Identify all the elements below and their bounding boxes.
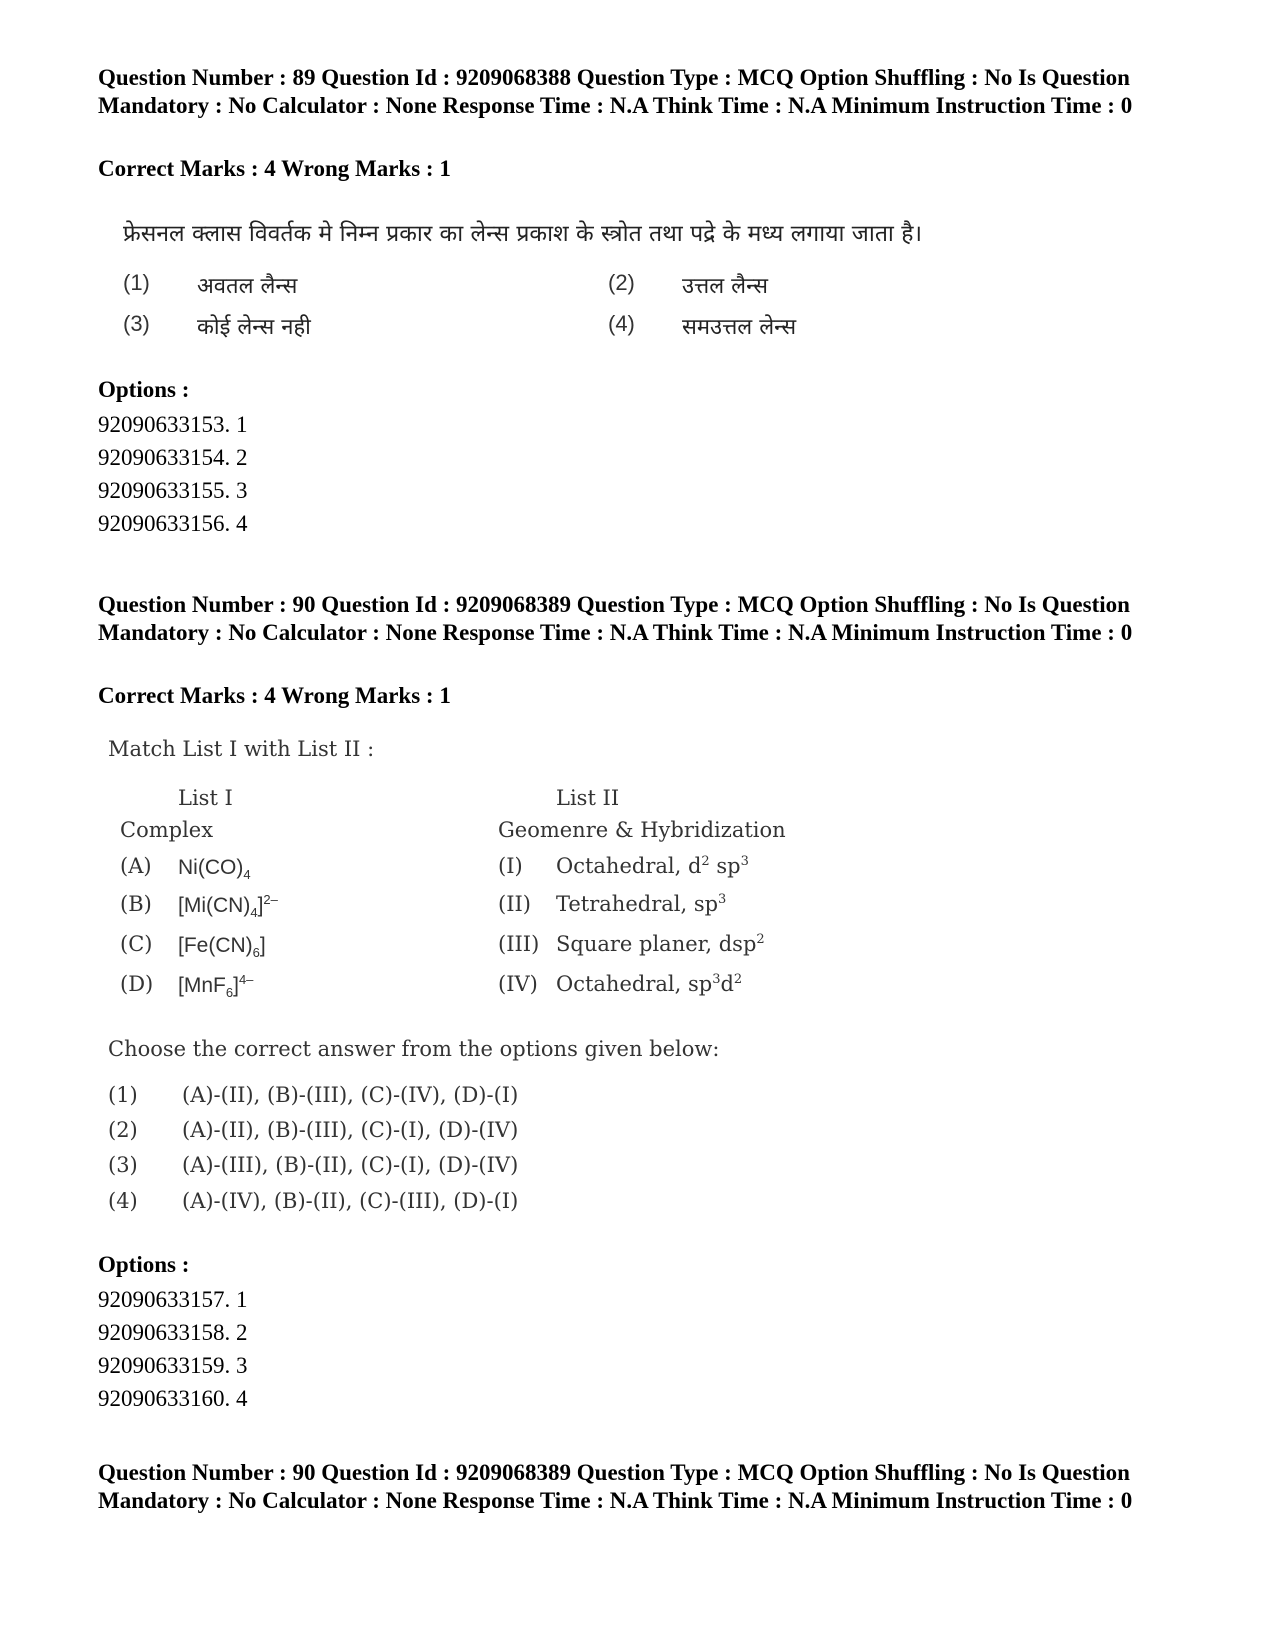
match-row — [120, 892, 820, 926]
choice-text: (A)-(II), (B)-(III), (C)-(I), (D)-(IV) — [182, 1118, 519, 1142]
choice-number: (2) — [108, 1118, 138, 1142]
option-item: 92090633156. 4 — [98, 511, 248, 536]
option-item: 92090633157. 1 — [98, 1287, 248, 1312]
choice-number: (1) — [123, 270, 150, 295]
row-roman: (II) — [498, 892, 531, 916]
options-heading: Options : — [98, 1252, 190, 1277]
row-roman: (III) — [498, 932, 540, 956]
list2-subheading: Geomenre & Hybridization — [498, 818, 786, 842]
marks-line: Correct Marks : 4 Wrong Marks : 1 — [98, 683, 451, 708]
choice-text: उत्तल लैन्स — [682, 274, 769, 299]
option-item: 92090633155. 3 — [98, 478, 248, 503]
options-list — [98, 408, 248, 540]
option-item: 92090633159. 3 — [98, 1353, 248, 1378]
row-roman: (I) — [498, 854, 523, 878]
question-meta: Question Number : 90 Question Id : 9209068389 Question Type : MCQ Option Shuffling : No Is Question Mandatory : No Calculator : None Response Time : N.A Think Time : N.A Minimum Instruction Time : 0 — [98, 1460, 1133, 1513]
question-meta: Question Number : 90 Question Id : 9209068389 Question Type : MCQ Option Shuffling : No Is Question Mandatory : No Calculator : None Response Time : N.A Think Time : N.A Minimum Instruction Time : 0 — [98, 592, 1133, 645]
question-meta: Question Number : 89 Question Id : 9209068388 Question Type : MCQ Option Shuffling : No Is Question Mandatory : No Calculator : None Response Time : N.A Think Time : N.A Minimum Instruction Time : 0 — [98, 65, 1133, 118]
answer-choice — [108, 1153, 708, 1187]
list2-title: List II — [556, 786, 620, 810]
answer-choice — [108, 1118, 708, 1152]
choice-number: (3) — [108, 1153, 138, 1177]
choice-text: (A)-(II), (B)-(III), (C)-(IV), (D)-(I) — [182, 1083, 519, 1107]
choice-number: (1) — [108, 1083, 138, 1107]
geometry-text: Square planer, dsp$^2$ — [556, 932, 765, 956]
row-label: (D) — [120, 972, 154, 996]
option-item: 92090633153. 1 — [98, 412, 248, 437]
choice-number: (4) — [608, 311, 635, 336]
geometry-text: Tetrahedral, $sp^3$ — [556, 892, 727, 916]
row-label: (C) — [120, 932, 153, 956]
geometry-text: Octahedral, $d^2$ $sp^3$ — [556, 854, 749, 878]
geometry-text: Octahedral, $sp^3d^2$ — [556, 972, 743, 996]
match-row — [120, 932, 820, 966]
choice-number: (2) — [608, 270, 635, 295]
choice-number: (4) — [108, 1189, 138, 1213]
choice-text: समउत्तल लेन्स — [682, 315, 797, 340]
list1-subheading: Complex — [120, 818, 214, 842]
choose-instruction: Choose the correct answer from the options given below: — [108, 1037, 720, 1061]
options-list — [98, 1283, 248, 1415]
choice-text: (A)-(IV), (B)-(II), (C)-(III), (D)-(I) — [182, 1189, 519, 1213]
complex-formula: $[MnF_6]^{4-}$ — [178, 972, 254, 1001]
choice-text: (A)-(III), (B)-(II), (C)-(I), (D)-(IV) — [182, 1153, 519, 1177]
question-stem: फ्रेसनल क्लास विवर्तक मे निम्न प्रकार का लेन्स प्रकाश के स्त्रोत तथा पद्रे के मध्य लगाया जाता है। — [123, 221, 923, 247]
marks-line: Correct Marks : 4 Wrong Marks : 1 — [98, 156, 451, 181]
option-item: 92090633154. 2 — [98, 445, 248, 470]
answer-choice — [108, 1083, 708, 1117]
question-stem: Match List I with List II : — [108, 737, 375, 761]
choice-text: अवतल लैन्स — [197, 274, 298, 299]
option-item: 92090633158. 2 — [98, 1320, 248, 1345]
complex-formula: $[Fe(CN)_6]$ — [178, 934, 266, 961]
answer-choice — [108, 1189, 708, 1223]
choice-number: (3) — [123, 311, 150, 336]
complex-formula: $Ni(CO)_4$ — [178, 856, 251, 883]
row-label: (A) — [120, 854, 152, 878]
option-item: 92090633160. 4 — [98, 1386, 248, 1411]
list1-title: List I — [178, 786, 233, 810]
choice-text: कोई लेन्स नही — [197, 315, 311, 340]
options-heading: Options : — [98, 377, 190, 402]
match-row — [120, 972, 820, 1006]
complex-formula: $[Mi(CN)_4]^{2-}$ — [178, 892, 278, 921]
row-label: (B) — [120, 892, 152, 916]
row-roman: (IV) — [498, 972, 538, 996]
match-row — [120, 854, 820, 888]
